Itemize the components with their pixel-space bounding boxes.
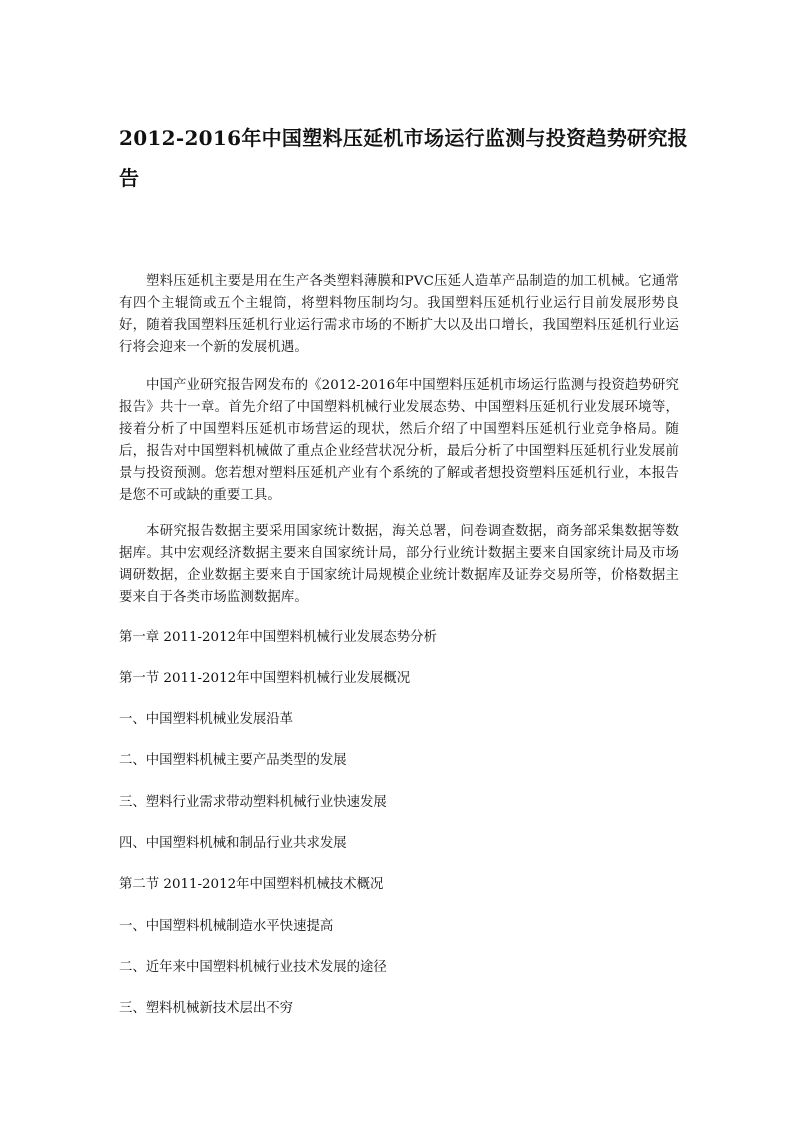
toc-item: 二、中国塑料机械主要产品类型的发展 [119, 753, 347, 768]
toc-item: 一、中国塑料机械业发展沿革 [119, 712, 294, 727]
toc-item: 三、塑料行业需求带动塑料机械行业快速发展 [119, 795, 387, 810]
toc-item: 三、塑料机械新技术层出不穷 [119, 1001, 294, 1016]
report-title: 2012-2016年中国塑料压延机市场运行监测与投资趋势研究报告 [119, 126, 688, 190]
toc-section-1-2: 第二节 2011-2012年中国塑料机械技术概况 [119, 877, 384, 892]
toc-chapter-1: 第一章 2011-2012年中国塑料机械行业发展态势分析 [119, 630, 437, 645]
data-source-paragraph: 本研究报告数据主要采用国家统计数据，海关总署，问卷调查数据，商务部采集数据等数据库。其中宏观经济数据主要来自国家统计局，部分行业统计数据主要来自国家统计局及市场调研数据，企业数据主要来自于国家统计局规模企业统计数据库及证券交易所等，价格数据主要来自于各类市场监测数据库。 [119, 524, 679, 605]
report-summary-paragraph: 中国产业研究报告网发布的《2012-2016年中国塑料压延机市场运行监测与投资趋势研究报告》共十一章。首先介绍了中国塑料机械行业发展态势、中国塑料压延机行业发展环境等，接着分析了中国塑料压延机市场营运的现状，然后介绍了中国塑料压延机行业竞争格局。随后，报告对中国塑料机械做了重点企业经营状况分析，最后分析了中国塑料压延机行业发展前景与投资预测。您若想对塑料压延机产业有个系统的了解或者想投资塑料压延机行业，本报告是您不可或缺的重要工具。 [119, 378, 679, 503]
toc-item: 二、近年来中国塑料机械行业技术发展的途径 [119, 960, 387, 975]
toc-item: 四、中国塑料机械和制品行业共求发展 [119, 836, 347, 851]
toc-section-1-1: 第一节 2011-2012年中国塑料机械行业发展概况 [119, 671, 411, 686]
intro-paragraph: 塑料压延机主要是用在生产各类塑料薄膜和PVC压延人造革产品制造的加工机械。它通常有四个主辊筒或五个主辊筒，将塑料物压制均匀。我国塑料压延机行业运行目前发展形势良好，随着我国塑料压延机行业运行需求市场的不断扩大以及出口增长，我国塑料压延机行业运行将会迎来一个新的发展机遇。 [119, 274, 679, 355]
toc-item: 一、中国塑料机械制造水平快速提高 [119, 919, 334, 934]
